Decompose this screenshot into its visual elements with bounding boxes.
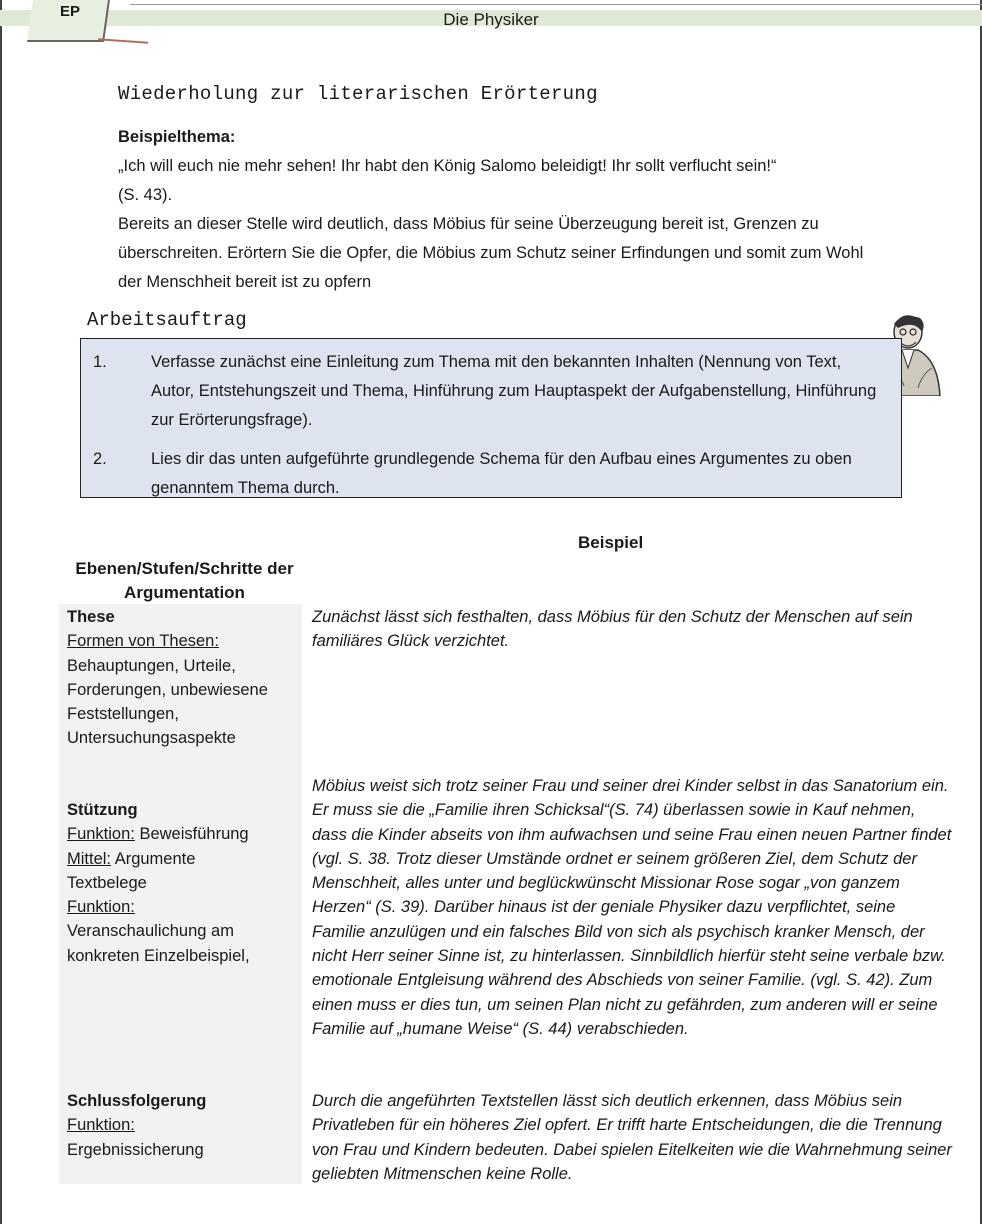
- badge-tail: [98, 38, 148, 43]
- schluss-funktion-label: Funktion:: [67, 1116, 135, 1135]
- subject-title: Die Physiker: [443, 10, 539, 29]
- task-text: Verfasse zunächst eine Einleitung zum Thema mit den bekannten Inhalten (Nennung von Text, Autor, Entstehungszeit und Thema, Hinführung zum Hauptaspekt der Aufgabenstellung, Hinführung zur Erörterungsfrage).: [151, 353, 877, 429]
- funktion2-label: Funktion:: [67, 898, 135, 917]
- task-number: 2.: [93, 450, 107, 468]
- ep-label: EP: [60, 3, 81, 20]
- stuetzung-textbelege: Textbelege: [67, 873, 147, 892]
- stuetzung-example: Möbius weist sich trotz seiner Frau und seiner drei Kinder selbst in das Sanatorium ein. Er muss sie die „Familie ihren Schicksal“(S. 74) überlassen sowie in Kauf nehmen, dass die Kinder abseits von ihm aufwachsen und seine Frau einen neuen Partner findet (vgl. S. 38. Trotz dieser Umstände ordnet er seinem größeren Ziel, dem Schutz der Menschheit, alles unter und beglückwünscht Missionar Rose sogar „von ganzem Herzen“ (S. 39). Darüber hinaus ist der geniale Physiker dazu verpflichtet, seine Familie anzulügen und ein falsches Bild von sich als psychisch kranker Mensch, der nicht Herr seiner Sinne ist, zu hinterlassen. Sinnbildlich hierfür steht seine verbale bzw. emotionale Entgleisung während des Abschieds von seiner Familie. (vgl. S. 42). Zum einen muss er dies tun, um seinen Plan nicht zu gefährden, zum anderen will er seine Familie auf „humane Weise“ (S. 44) verabschieden.: [312, 777, 952, 1038]
- these-cell: [67, 605, 302, 751]
- stuetzung-funktion1: [67, 822, 302, 846]
- funktion2-text: Veranschaulichung am konkreten Einzelbeispiel,: [67, 922, 250, 965]
- funktion-label: Funktion:: [67, 825, 135, 844]
- mittel-label: Mittel:: [67, 849, 112, 868]
- schluss-cell: [67, 1089, 302, 1162]
- schluss-funktion-text: Ergebnissicherung: [67, 1140, 204, 1159]
- task-box: [80, 338, 902, 498]
- task-number: 1.: [93, 353, 107, 371]
- page-border: [0, 0, 2, 1224]
- schluss-example: Durch die angeführten Textstellen lässt sich deutlich erkennen, dass Möbius sein Privatleben für ein höheres Ziel opfert. Er trifft harte Entscheidungen, die die Trennung von Frau und Kindern bedeuten. Dabei spielen Eitelkeiten wie die Wahrnehmung seiner geliebten Mitmenschen keine Rolle.: [312, 1092, 952, 1183]
- these-details: Behauptungen, Urteile, Forderungen, unbewiesene Feststellungen, Untersuchungsaspekte: [67, 656, 268, 748]
- column-header-example: Beispiel: [578, 533, 644, 552]
- beispielthema-page: (S. 43).: [118, 186, 173, 204]
- header-rule: [130, 4, 982, 5]
- these-example: Zunächst lässt sich festhalten, dass Möbius für den Schutz der Menschen auf sein familiäres Glück verzichtet.: [312, 608, 913, 651]
- column-header-levels: Ebenen/Stufen/Schritte der Argumentation: [75, 559, 294, 602]
- beispielthema-task: Bereits an dieser Stelle wird deutlich, dass Möbius für seine Überzeugung bereit ist, Grenzen zu überschreiten. Erörtern Sie die Opfer, die Möbius zum Schutz seiner Erfindungen und somit zum Wohl der Menschheit bereit ist zu opfern: [118, 215, 864, 291]
- beispielthema-label: Beispielthema:: [118, 128, 236, 146]
- mittel-text: Argumente: [111, 849, 196, 868]
- stuetzung-label: Stützung: [67, 801, 138, 819]
- stuetzung-cell: [67, 798, 302, 968]
- funktion-text: Beweisführung: [134, 825, 249, 844]
- schluss-label: Schlussfolgerung: [67, 1092, 207, 1110]
- beispielthema-block: [118, 123, 878, 297]
- arbeitsauftrag-title: Arbeitsauftrag: [87, 309, 247, 331]
- these-label: These: [67, 608, 115, 626]
- these-formen-label: Formen von Thesen:: [67, 632, 219, 651]
- page-title: Wiederholung zur literarischen Erörterung: [118, 83, 598, 105]
- beispielthema-quote: „Ich will euch nie mehr sehen! Ihr habt den König Salomo beleidigt! Ihr sollt verflucht sein!“: [118, 157, 777, 175]
- task-text: Lies dir das unten aufgeführte grundlegende Schema für den Aufbau eines Argumentes zu oben genanntem Thema durch.: [151, 450, 852, 497]
- stuetzung-mittel: [67, 847, 302, 871]
